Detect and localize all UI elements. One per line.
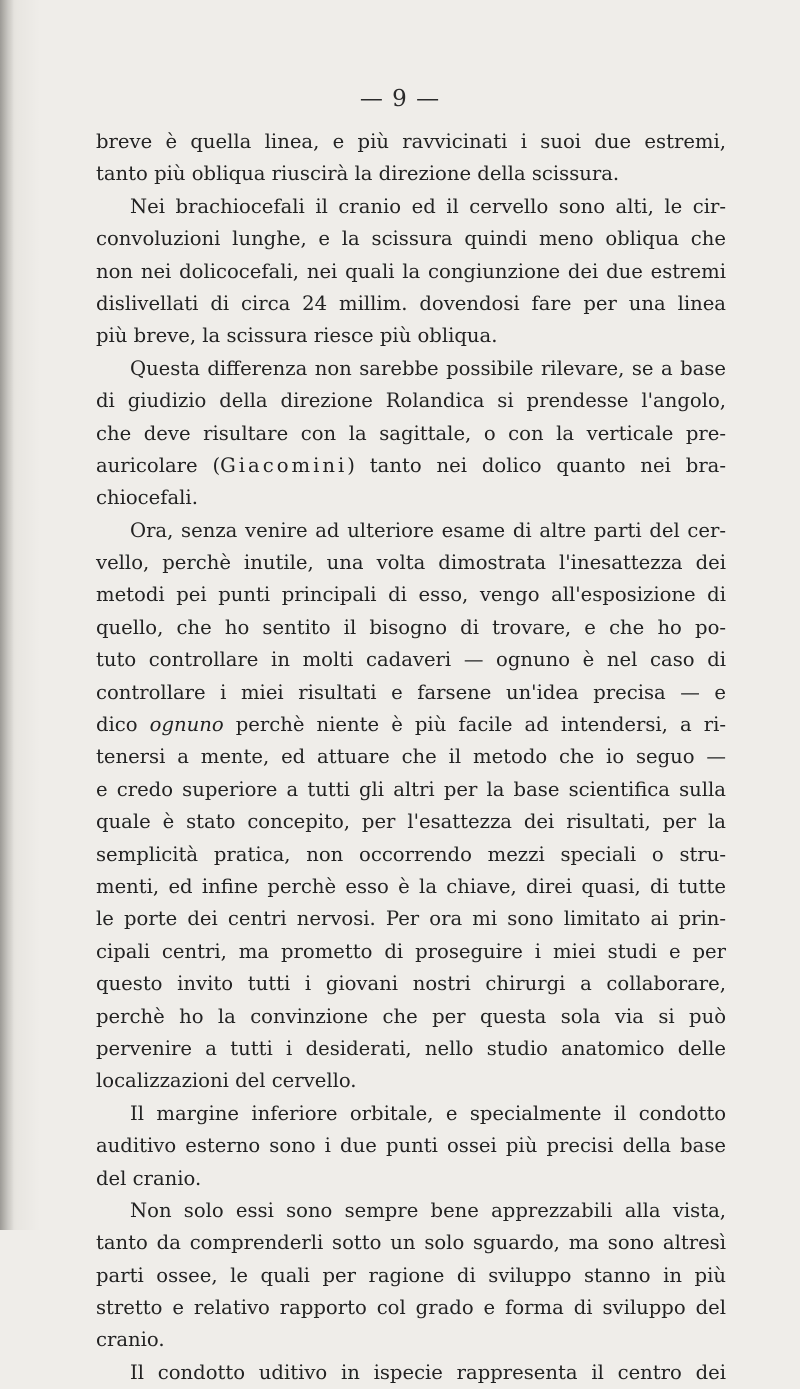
text-line: Non solo essi sono sempre bene apprezzabili alla vista, [130,1198,726,1222]
text-line: quale è stato concepito, per l'esattezza dei risultati, per la [96,810,726,834]
text-line: del cranio. [96,1166,202,1190]
text-line: chiocefali. [96,486,198,510]
text-fragment: ) tanto nei dolico quanto nei bra- [347,453,726,477]
author-name: Giacomini [220,453,348,477]
text-line: auditivo esterno sono i due punti ossei più precisi della base [96,1134,726,1158]
text-line: dislivellati di circa 24 millim. dovendosi fare per una linea [96,291,726,315]
text-line: quello, che ho sentito il bisogno di trovare, e che ho po- [96,615,726,639]
text-line: pervenire a tutti i desiderati, nello studio anatomico delle [96,1036,726,1060]
text-line: Nei brachiocefali il cranio ed il cervello sono alti, le cir- [130,194,726,218]
text-line: Questa differenza non sarebbe possibile rilevare, se a base [130,356,726,380]
text-line-emphasis [96,709,726,741]
text-line: menti, ed infine perchè esso è la chiave, direi quasi, di tutte [96,874,726,898]
text-fragment: dico [96,713,150,737]
text-fragment: auricolare ( [96,453,221,477]
text-line: di giudizio della direzione Rolandica si prendesse l'angolo, [96,389,726,413]
text-line: tanto più obliqua riuscirà la direzione della scissura. [96,162,620,186]
text-line: questo invito tutti i giovani nostri chirurgi a collaborare, [96,972,726,996]
text-line: più breve, la scissura riesce più obliqua. [96,324,498,348]
text-line: parti ossee, le quali per ragione di sviluppo stanno in più [96,1263,726,1287]
text-line: localizzazioni del cervello. [96,1069,357,1093]
text-line: stretto e relativo rapporto col grado e forma di sviluppo del [96,1296,726,1320]
text-line: semplicità pratica, non occorrendo mezzi speciali o stru- [96,842,726,866]
text-line: vello, perchè inutile, una volta dimostrata l'inesattezza dei [96,551,726,575]
text-line: e credo superiore a tutti gli altri per la base scientifica sulla [96,777,726,801]
text-line: tanto da comprenderli sotto un solo sguardo, ma sono altresì [96,1231,726,1255]
binding-shadow [0,0,14,1230]
text-line: breve è quella linea, e più ravvicinati i suoi due estremi, [96,130,726,153]
text-line: cipali centri, ma prometto di proseguire i miei studi e per [96,939,726,963]
text-line: le porte dei centri nervosi. Per ora mi sono limitato ai prin- [96,907,726,931]
text-line: controllare i miei risultati e farsene un'idea precisa — e [96,680,726,704]
text-line: che deve risultare con la sagittale, o con la verticale pre- [96,421,726,445]
text-line: non nei dolicocefali, nei quali la congiunzione dei due estremi [96,259,726,283]
text-line: perchè ho la convinzione che per questa sola via si può [96,1004,726,1028]
text-line: Ora, senza venire ad ulteriore esame di altre parti del cer- [130,518,726,542]
text-line: metodi pei punti principali di esso, vengo all'esposizione di [96,583,726,607]
body-text [96,126,726,1389]
page-number: — 9 — [359,86,441,112]
text-fragment: perchè niente è più facile ad intendersi, a ri- [223,713,726,737]
text-line: tenersi a mente, ed attuare che il metodo che io seguo — [96,745,726,769]
text-line: cranio. [96,1328,165,1352]
emphasized-word: ognuno [149,713,224,737]
text-line: Il margine inferiore orbitale, e specialmente il condotto [130,1101,726,1125]
text-line-author [96,450,726,482]
text-line: tuto controllare in molti cadaveri — ognuno è nel caso di [96,648,726,672]
text-line: convoluzioni lunghe, e la scissura quindi meno obliqua che [96,227,726,251]
text-line: Il condotto uditivo in ispecie rappresenta il centro dei [130,1360,726,1384]
